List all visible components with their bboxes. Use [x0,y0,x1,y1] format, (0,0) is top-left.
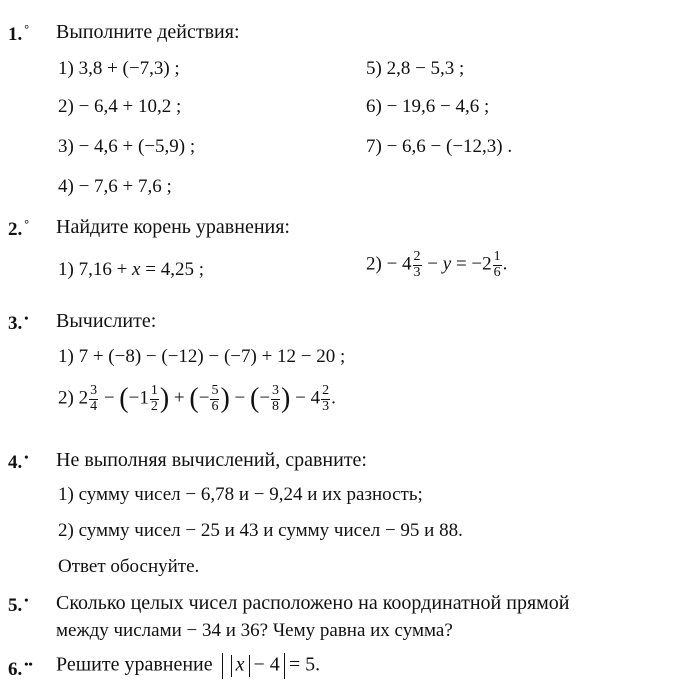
fraction: $\frac{2}{3}$ [413,249,421,280]
abs-bar [222,653,223,679]
task-1-number: 1. ° [8,22,30,45]
task-4-number: 4. • [8,450,29,473]
task-1-item-2: 2) − 6,4 + 10,2 ; [58,96,182,117]
fraction: $\frac{1}{2}$ [150,383,158,414]
task-2-title: Найдите корень уравнения: [56,216,290,238]
task-6-equation: Решите уравнение x − 4 = 5. [56,653,320,679]
task-1-item-3: 3) − 4,6 + (−5,9) ; [58,136,196,157]
task-1-item-4: 4) − 7,6 + 7,6 ; [58,176,172,197]
task-1-item-6: 6) − 19,6 − 4,6 ; [366,96,490,117]
task-1-title: Выполните действия: [56,21,240,43]
task-1-item-7: 7) − 6,6 − (−12,3) . [366,136,513,157]
task-4-item-1: 1) сумму чисел − 6,78 и − 9,24 и их разность; [58,484,423,505]
task-3-item-1: 1) 7 + (−8) − (−12) − (−7) + 12 − 20 ; [58,346,346,367]
task-1-item-5: 5) 2,8 − 5,3 ; [366,58,465,79]
fraction: $\frac{3}{4}$ [90,383,98,414]
fraction: $\frac{5}{6}$ [211,383,219,414]
task-3-number: 3. • [8,311,29,334]
task-5-number: 5. • [8,593,29,616]
task-2-item-2: 2) − 4 $\frac{2}{3}$ − y = −2 $\frac{1}{6}$ . [366,249,508,280]
task-5-title: Сколько целых чисел расположено на координатной прямой [56,592,570,614]
abs-bar [249,655,250,677]
abs-bar [284,653,285,679]
task-6-number: 6. •• [8,657,33,680]
task-4-item-2: 2) сумму чисел − 25 и 43 и сумму чисел − 95 и 88. [58,520,463,541]
fraction: $\frac{1}{6}$ [493,249,501,280]
task-2-number: 2. ° [8,217,30,240]
abs-bar [231,655,232,677]
task-3-item-2: 2) 2 $\frac{3}{4}$ − (−1 $\frac{1}{2}$ ) + (− $\frac{5}{6}$ ) − (− $\frac{3}{8}$ ) − 4 $\frac{2}{3}$ . [58,383,336,415]
task-6-title: Решите уравнение [56,653,213,676]
task-4-note: Ответ обоснуйте. [58,556,200,577]
task-3-title: Вычислите: [56,310,157,332]
task-5-line-2: между числами − 34 и 36? Чему равна их сумма? [56,620,453,641]
fraction: $\frac{3}{8}$ [272,383,280,414]
task-2-item-1: 1) 7,16 + x = 4,25 ; [58,259,204,280]
fraction: $\frac{2}{3}$ [322,383,330,414]
task-4-title: Не выполняя вычислений, сравните: [56,449,367,471]
task-1-item-1: 1) 3,8 + (−7,3) ; [58,58,180,79]
